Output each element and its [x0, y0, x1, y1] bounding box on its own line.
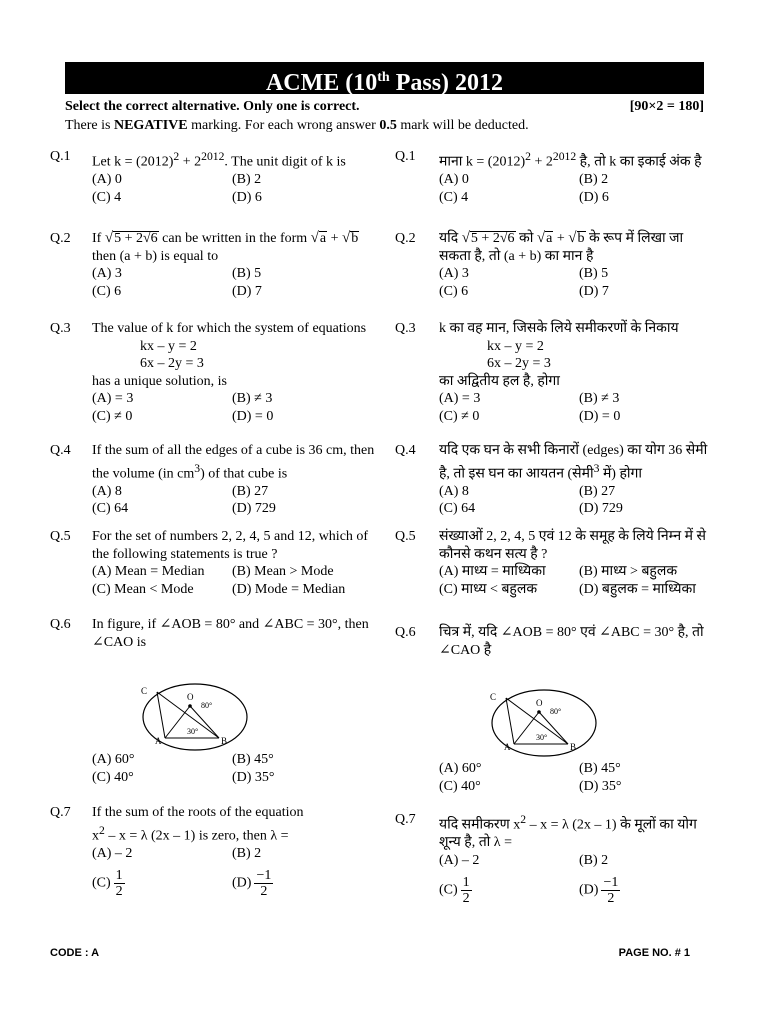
question-stem: In figure, if ∠AOB = 80° and ∠ABC = 30°, then — [92, 617, 369, 632]
question-stem: यदि एक घन के सभी किनारों (edges) का योग 36 सेमी — [439, 443, 708, 458]
option-c[interactable]: (C) ≠ 0 — [439, 408, 480, 424]
question-stem: If √5 + 2√6 can be written in the form √a + √b — [92, 230, 359, 246]
question-number: Q.3 — [395, 321, 416, 336]
option-b[interactable]: (B) ≠ 3 — [232, 391, 273, 406]
option-c[interactable]: (C) 64 — [92, 501, 129, 517]
option-b[interactable]: (B) 45° — [232, 752, 274, 767]
option-c[interactable]: (C) ≠ 0 — [92, 408, 133, 424]
option-d[interactable]: (D) Mode = Median — [232, 581, 346, 597]
question-stem: k का वह मान, जिसके लिये समीकरणों के निकाय — [439, 321, 679, 336]
instruction-negative: There is NEGATIVE marking. For each wrong answer 0.5 mark will be deducted. — [65, 118, 529, 133]
label-o: O — [536, 698, 543, 708]
question-number: Q.2 — [395, 231, 416, 246]
option-a[interactable]: (A) 60° — [439, 761, 482, 776]
page-title: ACME (10th Pass) 2012 — [65, 62, 704, 94]
option-a[interactable]: (A) 0 — [92, 172, 122, 188]
option-d[interactable]: (D) 35° — [579, 778, 622, 794]
label-angle-30: 30° — [536, 733, 548, 742]
option-c[interactable]: (C) 4 — [92, 189, 122, 205]
question-number: Q.4 — [50, 443, 71, 458]
question-number: Q.3 — [50, 321, 71, 336]
option-d[interactable]: (D) 6 — [232, 189, 262, 205]
question-number: Q.2 — [50, 231, 71, 246]
option-a[interactable]: (A) 8 — [439, 483, 469, 499]
page-number: PAGE NO. # 1 — [618, 947, 690, 959]
label-b: B — [570, 742, 577, 752]
option-a[interactable]: (A) 3 — [439, 266, 469, 281]
equation-1: kx – y = 2 — [140, 338, 197, 354]
option-c[interactable]: (C) 4 — [439, 189, 469, 205]
label-c: C — [490, 692, 497, 702]
instruction-select: Select the correct alternative. Only one is correct. — [65, 99, 360, 114]
question-stem: संख्याओं 2, 2, 4, 5 एवं 12 के समूह के लिये निम्न में से — [439, 529, 706, 544]
label-angle-80: 80° — [550, 707, 562, 716]
option-d[interactable]: (D) 7 — [232, 283, 262, 299]
option-d[interactable]: (D) बहुलक = माध्यिका — [579, 581, 696, 597]
question-number: Q.7 — [50, 805, 71, 820]
option-b[interactable]: (B) 27 — [232, 483, 269, 499]
option-d[interactable]: (D) 35° — [232, 769, 275, 785]
question-stem: माना $k = (2012)^2 + 2^{2012}$ है, तो k का इकाई अंक है — [439, 150, 702, 170]
question-stem: चित्र में, यदि ∠AOB = 80° एवं ∠ABC = 30° है, तो — [439, 625, 704, 640]
circle-figure-hi — [484, 688, 599, 758]
label-angle-80: 80° — [201, 701, 213, 710]
equation-1: kx – y = 2 — [487, 338, 544, 354]
option-d[interactable]: (D) = 0 — [232, 408, 274, 424]
option-a[interactable]: (A) Mean = Median — [92, 564, 205, 579]
question-stem: For the set of numbers 2, 2, 4, 5 and 12, which of — [92, 529, 369, 544]
question-number: Q.6 — [50, 617, 71, 632]
option-c[interactable]: (C) 40° — [92, 769, 134, 785]
option-c[interactable]: (C) 40° — [439, 778, 481, 794]
option-d[interactable]: (D) $\frac{-1}{2}$ — [232, 868, 272, 900]
label-angle-30: 30° — [187, 727, 199, 736]
option-a[interactable]: (A) 60° — [92, 752, 135, 767]
option-b[interactable]: (B) ≠ 3 — [579, 391, 620, 406]
option-c[interactable]: (C) 6 — [92, 283, 122, 299]
option-a[interactable]: (A) 8 — [92, 483, 122, 499]
option-c[interactable]: (C) Mean < Mode — [92, 581, 194, 597]
question-number: Q.5 — [395, 529, 416, 544]
question-number: Q.1 — [50, 149, 71, 164]
question-stem: If the sum of all the edges of a cube is 36 cm, then — [92, 443, 375, 458]
option-b[interactable]: (B) 2 — [232, 172, 262, 188]
option-c[interactable]: (C) 64 — [439, 501, 476, 517]
equation-2: 6x – 2y = 3 — [487, 356, 551, 371]
question-number: Q.6 — [395, 625, 416, 640]
option-d[interactable]: (D) $\frac{-1}{2}$ — [579, 875, 619, 907]
question-stem: यदि समीकरण $x^2 - x = \lambda$ (2x – 1) के मूलों का योग — [439, 813, 697, 833]
option-d[interactable]: (D) 7 — [579, 283, 609, 299]
option-b[interactable]: (B) 5 — [579, 266, 609, 281]
question-stem: The value of k for which the system of equations — [92, 321, 367, 336]
option-d[interactable]: (D) = 0 — [579, 408, 621, 424]
option-b[interactable]: (B) 5 — [232, 266, 262, 281]
option-b[interactable]: (B) 2 — [579, 852, 609, 868]
question-number: Q.1 — [395, 149, 416, 164]
label-a: A — [155, 736, 162, 746]
option-c[interactable]: (C) 6 — [439, 283, 469, 299]
question-number: Q.5 — [50, 529, 71, 544]
paper-code: CODE : A — [50, 947, 100, 959]
option-a[interactable]: (A) – 2 — [439, 852, 480, 868]
option-b[interactable]: (B) 2 — [232, 845, 262, 861]
question-stem: If the sum of the roots of the equation — [92, 805, 304, 820]
fraction: $\frac{-1}{2}$ — [603, 875, 619, 907]
option-c[interactable]: (C) $\frac{1}{2}$ — [92, 868, 123, 900]
marks-total: [90×2 = 180] — [629, 99, 704, 114]
option-c[interactable]: (C) माध्य < बहुलक — [439, 581, 538, 597]
equation-2: 6x – 2y = 3 — [140, 356, 204, 371]
question-stem: Let $k = (2012)^2 + 2^{2012}$. The unit digit of k is — [92, 150, 346, 170]
option-b[interactable]: (B) 27 — [579, 483, 616, 499]
option-a[interactable]: (A) 0 — [439, 172, 469, 188]
option-d[interactable]: (D) 729 — [232, 501, 276, 517]
option-b[interactable]: (B) Mean > Mode — [232, 564, 334, 579]
label-b: B — [221, 736, 228, 746]
question-number: Q.4 — [395, 443, 416, 458]
option-b[interactable]: (B) 45° — [579, 761, 621, 776]
option-d[interactable]: (D) 729 — [579, 501, 623, 517]
question-stem: यदि √5 + 2√6 को √a + √b के रूप में लिखा जा — [439, 230, 684, 246]
circle-figure-en — [135, 682, 250, 752]
option-c[interactable]: (C) $\frac{1}{2}$ — [439, 875, 470, 907]
label-o: O — [187, 692, 194, 702]
fraction: $\frac{1}{2}$ — [462, 875, 470, 907]
fraction: $\frac{1}{2}$ — [115, 868, 123, 900]
label-c: C — [141, 686, 148, 696]
option-a[interactable]: (A) 3 — [92, 266, 122, 281]
option-b[interactable]: (B) 2 — [579, 172, 609, 188]
option-b[interactable]: (B) माध्य > बहुलक — [579, 564, 678, 579]
option-a[interactable]: (A) = 3 — [92, 391, 134, 406]
question-number: Q.7 — [395, 812, 416, 827]
option-a[interactable]: (A) = 3 — [439, 391, 481, 406]
option-d[interactable]: (D) 6 — [579, 189, 609, 205]
option-a[interactable]: (A) – 2 — [92, 845, 133, 861]
option-a[interactable]: (A) माध्य = माध्यिका — [439, 564, 546, 579]
fraction: $\frac{-1}{2}$ — [256, 868, 272, 900]
label-a: A — [504, 742, 511, 752]
